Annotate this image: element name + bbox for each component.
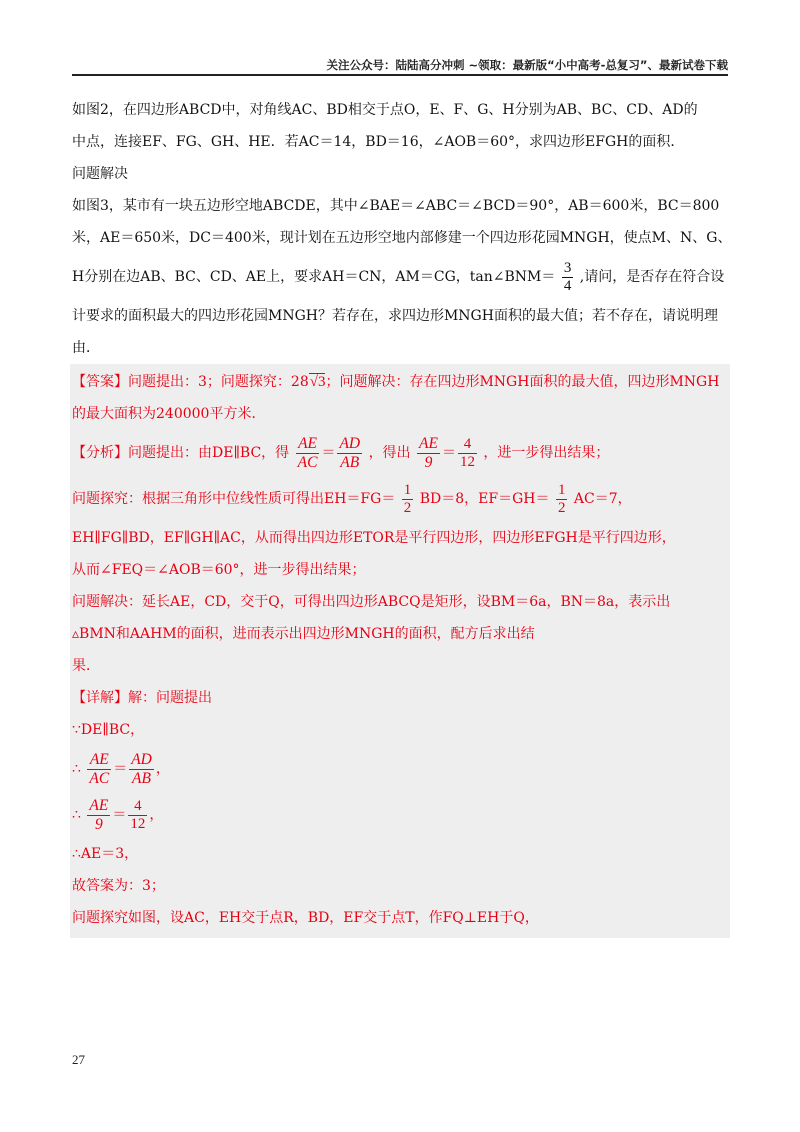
sqrt-radicand: 3 [317,374,326,390]
page-header-text: 关注公众号：陆陆高分冲刺 ~领取：最新版“小中高考-总复习”、最新试卷下载 [326,58,728,72]
problem-section [72,94,732,364]
details-line [72,792,728,838]
fraction [337,435,362,470]
details-line: ∵DE∥BC， [72,722,145,738]
analysis-line [72,476,728,522]
page-content [72,94,732,938]
page-number: 27 [72,1052,85,1067]
sqrt-value: √3 [309,374,326,390]
fraction-denominator: 12 [459,453,475,470]
answer-text: 【答案】问题提出：3；问题探究：28 [72,374,309,390]
fraction-numerator: AE [296,435,320,453]
details-text: ， [155,761,170,777]
equals-sign: ＝ [441,445,456,461]
analysis-text: ，得出 [368,445,411,461]
details-line [72,746,728,792]
equals-sign: ＝ [112,807,127,823]
fraction [458,436,477,470]
fraction [417,435,440,470]
fraction-numerator: 3 [563,260,572,276]
analysis-text: 问题探究：根据三角形中位线性质可得出EH＝FG＝ [72,491,396,507]
fraction-denominator: 4 [563,277,572,294]
analysis-line: EH∥FG∥BD，EF∥GH∥AC，从而得出四边形ETOR是平行四边形，四边形EFGH是平行四边形， [72,530,676,546]
fraction-denominator: AB [132,769,151,787]
fraction-numerator: 1 [557,482,566,498]
fraction-denominator: AB [340,453,360,471]
fraction [556,482,568,516]
problem-line: 米，AE＝650米，DC＝400米，现计划在五边形空地内部修建一个四边形花园MNGH，使点M、N、G、 [72,230,732,246]
fraction-denominator: 9 [424,453,433,471]
details-text: ， [149,807,164,823]
solution-block [70,364,730,938]
fraction-numerator: AE [89,797,109,815]
analysis-text: AC＝7， [573,491,632,507]
problem-line: 计要求的面积最大的四边形花园MNGH？若存在，求四边形MNGH面积的最大值；若不存在，请说明理 [72,308,718,324]
fraction-numerator: AD [339,435,361,453]
fraction [87,751,111,786]
header-divider [72,74,728,76]
fraction [296,435,320,470]
fraction-numerator: AD [131,751,152,769]
fraction [402,482,414,516]
details-line: 【详解】解：问题提出 [72,690,212,706]
analysis-text: 【分析】问题提出：由DE∥BC，得 [72,445,290,461]
fraction-denominator: 9 [94,815,103,833]
equals-sign: ＝ [321,445,336,461]
fraction-denominator: 12 [130,815,146,832]
problem-line: 如图2，在四边形ABCD中，对角线AC、BD相交于点O，E、F、G、H分别为AB、BC、CD、AD的 [72,102,698,118]
fraction-numerator: 4 [128,798,147,816]
details-line: 故答案为：3； [72,878,165,894]
problem-text: H分别在边AB、BC、CD、AE上，要求AH＝CN，AM＝CG，tan∠BNM＝ [72,269,556,285]
fraction-numerator: AE [87,751,111,769]
fraction-denominator: AC [89,769,110,787]
analysis-line: ▵BMN和AAHM的面积，进而表示出四边形MNGH的面积，配方后求出结 [72,626,535,642]
therefore-symbol: ∴ [72,761,81,777]
fraction [87,797,110,832]
answer-line [72,366,728,398]
fraction-numerator: 1 [403,482,412,498]
fraction-denominator: 2 [557,499,566,516]
answer-text: ；问题解决：存在四边形MNGH面积的最大值，四边形MNGH [325,374,720,390]
problem-line: 如图3，某市有一块五边形空地ABCDE，其中∠BAE＝∠ABC＝∠BCD＝90°，AB＝600米，BC＝800 [72,198,720,214]
fraction-numerator: 4 [458,436,477,454]
analysis-text: BD＝8，EF＝GH＝ [419,491,550,507]
details-line: ∴AE＝3， [72,846,139,862]
fraction-denominator: AC [297,453,318,471]
tan-fraction [562,260,574,294]
fraction-denominator: 2 [403,499,412,516]
fraction [128,798,147,832]
analysis-line [72,430,728,476]
analysis-line: 问题解决：延长AE，CD，交于Q，可得出四边形ABCQ是矩形，设BM＝6a，BN＝8a，表示出 [72,594,671,610]
problem-line: 由． [72,340,100,356]
fraction [129,751,154,786]
fraction-numerator: AE [419,435,438,453]
analysis-line: 从而∠FEQ＝∠AOB＝60°，进一步得出结果； [72,562,366,578]
details-line: 问题探究如图，设AC，EH交于点R，BD，EF交于点T，作FQ⊥EH于Q， [72,910,539,926]
problem-line [72,254,728,300]
problem-line: 中点，连接EF、FG、GH、HE．若AC＝14，BD＝16，∠AOB＝60°，求四边形EFGH的面积． [72,134,685,150]
therefore-symbol: ∴ [72,807,81,823]
answer-line: 的最大面积为240000平方米． [72,406,266,422]
equals-sign: ＝ [113,761,128,777]
section-title: 问题解决 [72,166,128,182]
problem-text: ,请问，是否存在符合设 [579,269,725,285]
analysis-text: ，进一步得出结果； [483,445,610,461]
analysis-line: 果． [72,658,100,674]
